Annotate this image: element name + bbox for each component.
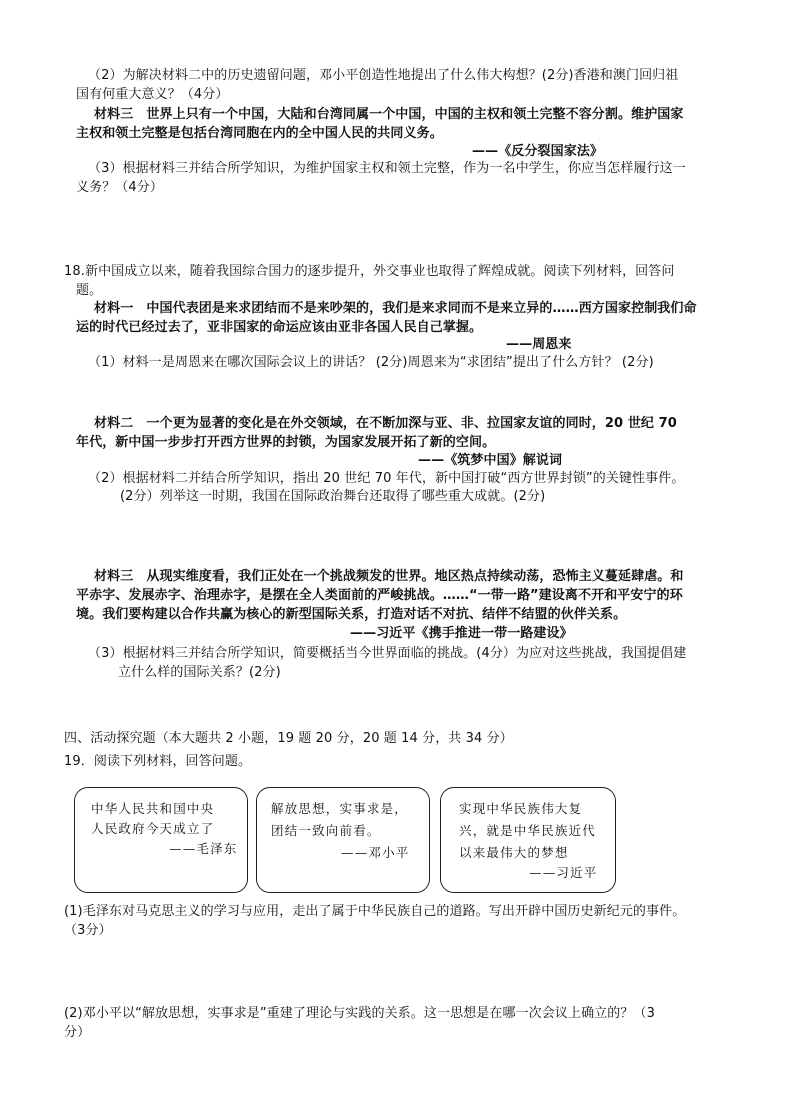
q19-sub2-line1: (2)邓小平以“解放思想，实事求是”重建了理论与实践的关系。这一思想是在哪一次会议上确立的？（3: [64, 1006, 655, 1021]
q18-intro-line1: 18.新中国成立以来，随着我国综合国力的逐步提升，外交事业也取得了辉煌成就。阅读下列材料，回答问: [64, 264, 675, 279]
q18-sub2-line1: （2）根据材料二并结合所学知识，指出 20 世纪 70 年代，新中国打破“西方世界封锁”的关键性事件。: [88, 471, 685, 486]
q19-intro: 19．阅读下列材料，回答问题。: [64, 754, 252, 769]
q18-material3-source: ——习近平《携手推进一带一路建设》: [350, 626, 573, 641]
quote-box-deng-source: ——邓小平: [341, 845, 410, 860]
quote-box-deng-line2: 团结一致向前看。: [271, 823, 381, 838]
quote-box-xi-source: ——习近平: [529, 865, 598, 880]
q17-material3-line1: 材料三 世界上只有一个中国，大陆和台湾同属一个中国，中国的主权和领土完整不容分割。维护国家: [94, 107, 684, 122]
q17-sub3-line1: （3）根据材料三并结合所学知识，为维护国家主权和领土完整，作为一名中学生，你应当怎样履行这一: [88, 161, 686, 176]
q18-material2-line2: 年代，新中国一步步打开西方世界的封锁，为国家发展开拓了新的空间。: [76, 435, 496, 450]
q18-intro-line2: 题。: [76, 283, 103, 298]
q17-sub2-line1: （2）为解决材料二中的历史遗留问题，邓小平创造性地提出了什么伟大构想？(2分)香港和澳门回归祖: [88, 68, 679, 83]
quote-box-mao-line2: 人民政府今天成立了: [91, 821, 215, 836]
q18-material1-source: ——周恩来: [506, 337, 572, 352]
section4-heading: 四、活动探究题（本大题共 2 小题，19 题 20 分，20 题 14 分，共 34 分）: [64, 731, 513, 746]
q19-sub2-line2: 分）: [64, 1025, 91, 1040]
quote-box-mao-line1: 中华人民共和国中央: [91, 801, 215, 816]
q18-sub1: （1）材料一是周恩来在哪次国际会议上的讲话？ (2分)周恩来为“求团结”提出了什么方针？ (2分): [88, 355, 654, 370]
quote-box-xi-jinping: [440, 787, 616, 893]
quote-box-mao-source: ——毛泽东: [169, 841, 238, 856]
q18-material3-line2: 平赤字、发展赤字、治理赤字，是摆在全人类面前的严峻挑战。……“一带一路”建设离不开和平安宁的环: [76, 588, 683, 603]
quote-box-deng-line1: 解放思想，实事求是，: [271, 801, 409, 816]
q19-sub1-line2: （3分）: [64, 923, 112, 938]
q18-material1-line2: 运的时代已经过去了，亚非国家的命运应该由亚非各国人民自己掌握。: [76, 320, 483, 335]
q18-sub3-line2: 立什么样的国际关系？(2分): [118, 665, 281, 680]
q18-material2-source: ——《筑梦中国》解说词: [418, 453, 563, 468]
q18-material3-line1: 材料三 从现实维度看，我们正处在一个挑战频发的世界。地区热点持续动荡，恐怖主义蔓延肆虐。和: [94, 569, 684, 584]
q18-sub2-line2: (2分）列举这一时期，我国在国际政治舞台还取得了哪些重大成就。(2分): [120, 489, 546, 504]
q18-material1-line1: 材料一 中国代表团是来求团结而不是来吵架的，我们是来求同而不是来立异的……西方国家控制我们命: [94, 301, 697, 316]
q17-sub3-line2: 义务？（4分）: [76, 180, 163, 195]
quote-box-xi-line2: 兴，就是中华民族近代: [459, 823, 597, 838]
q19-sub1-line1: (1)毛泽东对马克思主义的学习与应用，走出了属于中华民族自己的道路。写出开辟中国历史新纪元的事件。: [64, 904, 686, 919]
quote-box-xi-line1: 实现中华民族伟大复: [459, 801, 583, 816]
q18-sub3-line1: （3）根据材料三并结合所学知识，简要概括当今世界面临的挑战。(4分）为应对这些挑战，我国提倡建: [88, 646, 687, 661]
q17-material3-line2: 主权和领土完整是包括台湾同胞在内的全中国人民的共同义务。: [76, 126, 443, 141]
quote-box-deng-xiaoping: [256, 787, 430, 893]
q17-sub2-line2: 国有何重大意义？（4分）: [76, 87, 229, 102]
quote-box-xi-line3: 以来最伟大的梦想: [459, 845, 569, 860]
quote-box-mao-zedong: [74, 787, 248, 893]
q17-material3-source: ——《反分裂国家法》: [472, 144, 604, 159]
q18-material2-line1: 材料二 一个更为显著的变化是在外交领域，在不断加深与亚、非、拉国家友谊的同时，20 世纪 70: [94, 416, 677, 431]
q18-material3-line3: 境。我们要构建以合作共赢为核心的新型国际关系，打造对话不对抗、结伴不结盟的伙伴关系。: [76, 607, 627, 622]
